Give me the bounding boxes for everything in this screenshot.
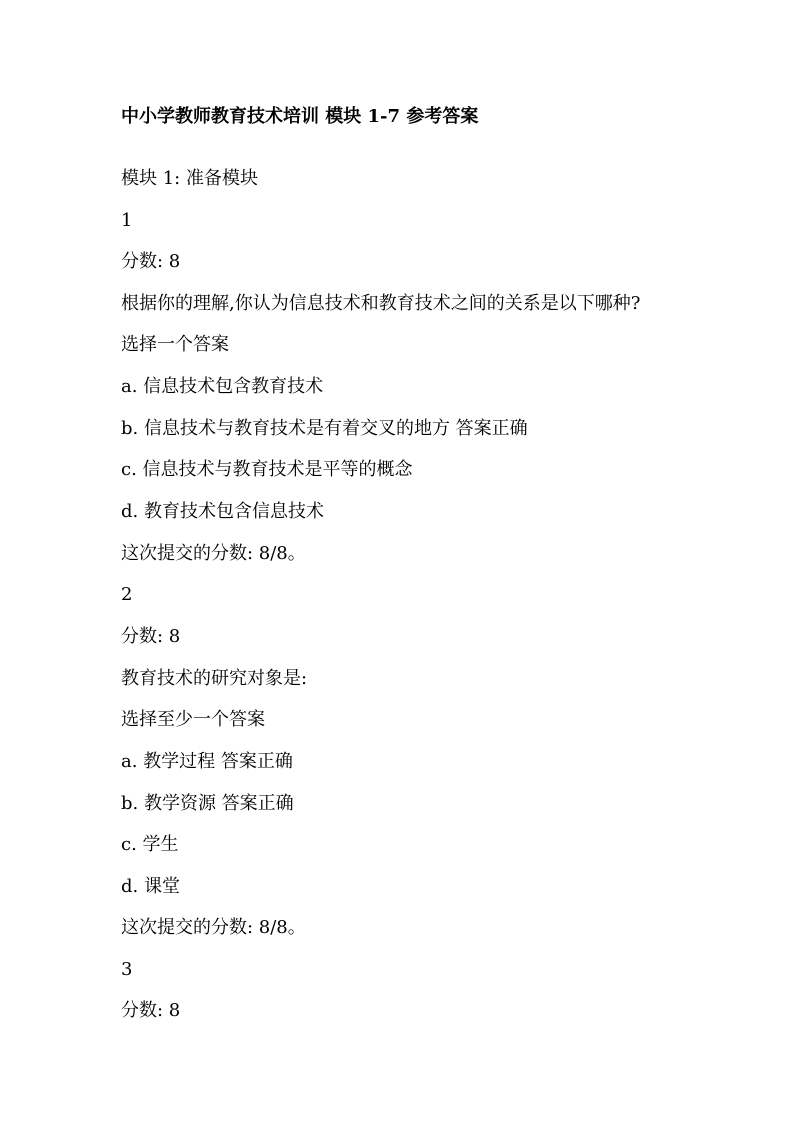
answer-option: b. 教学资源 答案正确	[121, 793, 294, 814]
answer-instruction: 选择一个答案	[121, 334, 229, 355]
answer-option: a. 信息技术包含教育技术	[121, 376, 324, 397]
question-number: 3	[121, 959, 133, 980]
question-score: 分数: 8	[121, 1000, 181, 1021]
question-prompt: 教育技术的研究对象是:	[121, 668, 308, 689]
answer-option: b. 信息技术与教育技术是有着交叉的地方 答案正确	[121, 418, 528, 439]
document-title: 中小学教师教育技术培训 模块 1-7 参考答案	[121, 106, 479, 127]
answer-option: a. 教学过程 答案正确	[121, 751, 293, 772]
answer-option: d. 教育技术包含信息技术	[121, 501, 324, 522]
submission-result: 这次提交的分数: 8/8。	[121, 917, 306, 938]
answer-instruction: 选择至少一个答案	[121, 709, 265, 730]
answer-option: d. 课堂	[121, 876, 180, 897]
question-score: 分数: 8	[121, 626, 181, 647]
answer-option: c. 学生	[121, 834, 179, 855]
submission-result: 这次提交的分数: 8/8。	[121, 543, 306, 564]
question-score: 分数: 8	[121, 251, 181, 272]
question-prompt: 根据你的理解,你认为信息技术和教育技术之间的关系是以下哪种?	[121, 293, 641, 314]
question-number: 2	[121, 584, 133, 605]
question-number: 1	[121, 210, 133, 231]
module-heading: 模块 1: 准备模块	[121, 168, 258, 189]
answer-option: c. 信息技术与教育技术是平等的概念	[121, 459, 413, 480]
